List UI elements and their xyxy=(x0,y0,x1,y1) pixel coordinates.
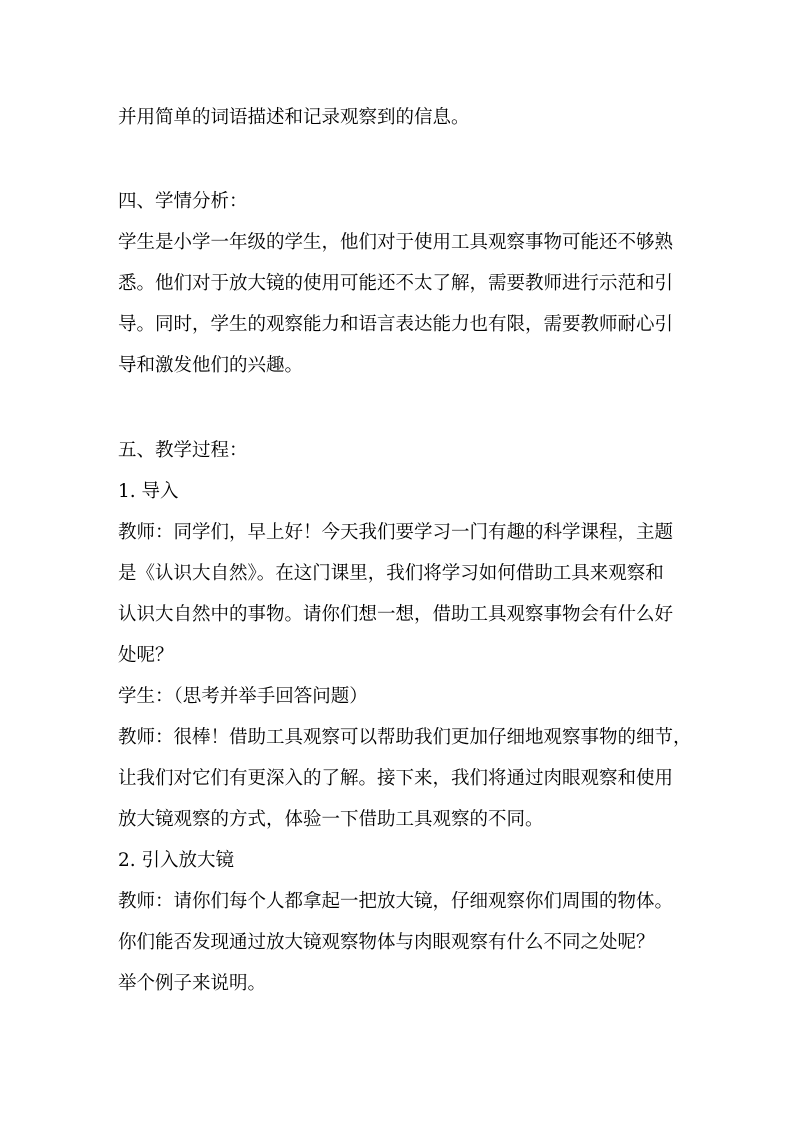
subheading-magnifier: 2. 引入放大镜 xyxy=(118,850,235,871)
text-line: 导。同时，学生的观察能力和语言表达能力也有限，需要教师耐心引 xyxy=(118,314,674,335)
text-line: 教师：很棒！借助工具观察可以帮助我们更加仔细地观察事物的细节， xyxy=(118,727,692,748)
text-line: 放大镜观察的方式，体验一下借助工具观察的不同。 xyxy=(118,809,544,830)
text-line: 你们能否发现通过放大镜观察物体与肉眼观察有什么不同之处呢？ xyxy=(118,932,655,953)
text-line: 悉。他们对于放大镜的使用可能还不太了解，需要教师进行示范和引 xyxy=(118,273,674,294)
text-line: 是《认识大自然》。在这门课里，我们将学习如何借助工具来观察和 xyxy=(118,563,664,584)
text-line: 导和激发他们的兴趣。 xyxy=(118,355,304,376)
text-line-continuation: 并用简单的词语描述和记录观察到的信息。 xyxy=(118,107,470,128)
section-heading-learner-analysis: 四、学情分析： xyxy=(118,191,248,212)
subheading-introduction: 1. 导入 xyxy=(118,481,179,502)
text-line: 认识大自然中的事物。请你们想一想，借助工具观察事物会有什么好 xyxy=(118,604,674,625)
text-line: 学生是小学一年级的学生，他们对于使用工具观察事物可能还不够熟 xyxy=(118,232,674,253)
text-line: 让我们对它们有更深入的了解。接下来，我们将通过肉眼观察和使用 xyxy=(118,768,674,789)
text-line: 教师：请你们每个人都拿起一把放大镜，仔细观察你们周围的物体。 xyxy=(118,891,674,912)
text-line: 处呢？ xyxy=(118,645,174,666)
text-line: 举个例子来说明。 xyxy=(118,973,267,994)
text-line: 教师：同学们，早上好！今天我们要学习一门有趣的科学课程，主题 xyxy=(118,522,674,543)
section-heading-teaching-process: 五、教学过程： xyxy=(118,440,248,461)
text-line: 学生：（思考并举手回答问题） xyxy=(118,686,368,707)
